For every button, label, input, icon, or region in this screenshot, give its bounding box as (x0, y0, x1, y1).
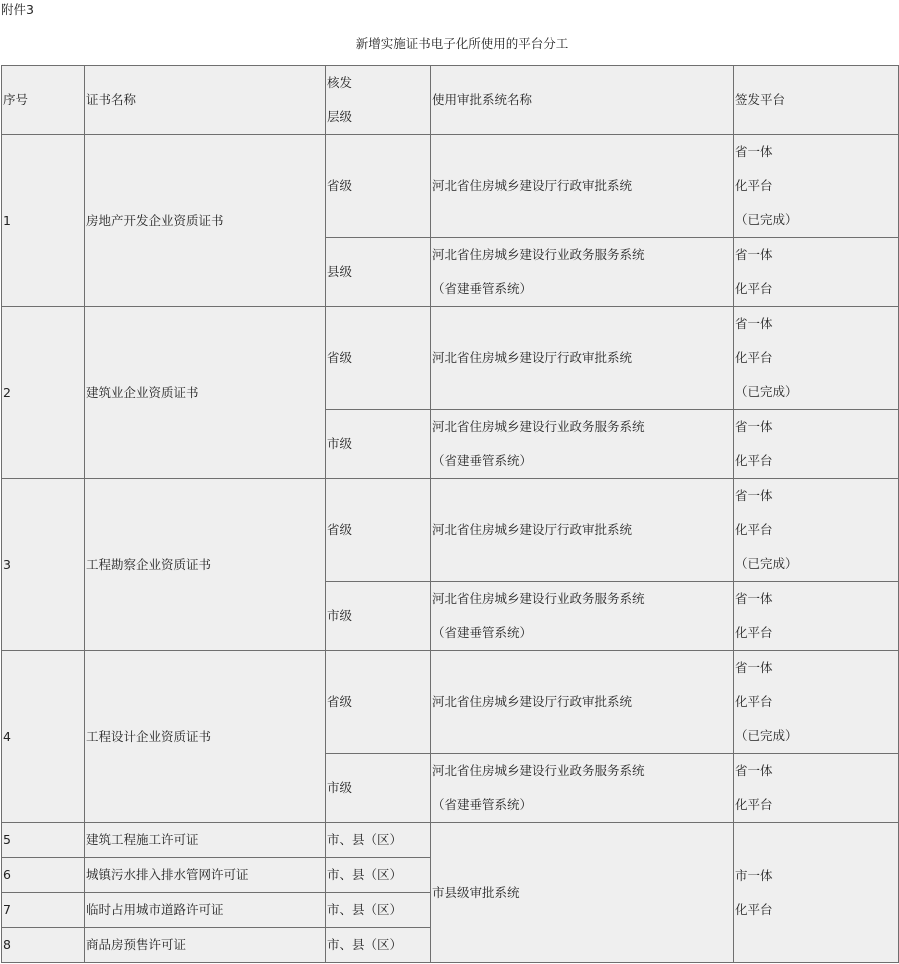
approval-system-line: 河北省住房城乡建设行业政务服务系统 (432, 247, 645, 262)
approval-system-line: 河北省住房城乡建设行业政务服务系统 (432, 763, 645, 778)
approval-system (431, 135, 734, 238)
issuing-platform-line: 省一体 (735, 247, 773, 262)
issuing-platform-line: 省一体 (735, 316, 773, 331)
issuing-platform (734, 582, 899, 651)
issuing-platform-line: 化平台 (735, 178, 773, 193)
cert-name: 城镇污水排入排水管网许可证 (85, 858, 326, 893)
cert-no: 6 (2, 858, 85, 893)
header-level-line: 层级 (327, 109, 353, 124)
cert-name: 建筑工程施工许可证 (85, 823, 326, 858)
approval-system (431, 651, 734, 754)
approval-system (431, 410, 734, 479)
cert-name: 建筑业企业资质证书 (85, 307, 326, 479)
issuing-platform-line: 省一体 (735, 144, 773, 159)
issuing-platform-line: 化平台 (735, 797, 773, 812)
shared-approval-system: 市县级审批系统 (431, 823, 734, 963)
approval-system-line: 河北省住房城乡建设厅行政审批系统 (432, 522, 633, 537)
approval-system (431, 582, 734, 651)
issuing-platform-line: 化平台 (735, 694, 773, 709)
approval-system-line: 河北省住房城乡建设行业政务服务系统 (432, 419, 645, 434)
issuing-platform (734, 754, 899, 823)
issuing-platform-line: 省一体 (735, 660, 773, 675)
header-no: 序号 (2, 66, 85, 135)
cert-name: 工程勘察企业资质证书 (85, 479, 326, 651)
attachment-label: 附件3 (1, 2, 34, 17)
issuing-level: 省级 (326, 307, 431, 410)
issuing-level: 市、县（区） (326, 858, 431, 893)
approval-system-line: （省建垂管系统） (432, 625, 533, 640)
issuing-platform-line: （已完成） (735, 556, 798, 571)
cert-no: 3 (2, 479, 85, 651)
approval-system-line: （省建垂管系统） (432, 453, 533, 468)
issuing-level: 省级 (326, 135, 431, 238)
issuing-level: 市级 (326, 582, 431, 651)
cert-no: 4 (2, 651, 85, 823)
table-row (2, 823, 899, 858)
issuing-platform-line: 省一体 (735, 488, 773, 503)
header-cert-name: 证书名称 (85, 66, 326, 135)
issuing-platform (734, 307, 899, 410)
issuing-platform-line: 市一体 (735, 867, 773, 883)
issuing-platform (734, 238, 899, 307)
issuing-platform-line: （已完成） (735, 384, 798, 399)
issuing-platform-line: 化平台 (735, 522, 773, 537)
issuing-platform-line: 化平台 (735, 625, 773, 640)
table-row (2, 307, 899, 410)
issuing-platform-line: 省一体 (735, 763, 773, 778)
cert-name: 工程设计企业资质证书 (85, 651, 326, 823)
approval-system (431, 307, 734, 410)
cert-no: 5 (2, 823, 85, 858)
issuing-platform-line: 化平台 (735, 901, 773, 917)
issuing-platform-line: 化平台 (735, 350, 773, 365)
approval-system-line: 河北省住房城乡建设厅行政审批系统 (432, 178, 633, 193)
table-row (2, 651, 899, 754)
issuing-platform-line: 省一体 (735, 419, 773, 434)
issuing-level: 市、县（区） (326, 823, 431, 858)
issuing-platform-line: （已完成） (735, 728, 798, 743)
approval-system (431, 754, 734, 823)
issuing-platform (734, 135, 899, 238)
issuing-platform-line: （已完成） (735, 212, 798, 227)
cert-name: 房地产开发企业资质证书 (85, 135, 326, 307)
header-platform: 签发平台 (734, 66, 899, 135)
cert-name: 商品房预售许可证 (85, 928, 326, 963)
issuing-platform-line: 化平台 (735, 281, 773, 296)
approval-system-line: （省建垂管系统） (432, 797, 533, 812)
issuing-platform (734, 651, 899, 754)
issuing-platform (734, 410, 899, 479)
cert-no: 8 (2, 928, 85, 963)
platform-division-table (1, 65, 899, 963)
shared-issuing-platform (734, 823, 899, 963)
header-level (326, 66, 431, 135)
issuing-level: 市级 (326, 754, 431, 823)
header-system: 使用审批系统名称 (431, 66, 734, 135)
issuing-platform-line: 化平台 (735, 453, 773, 468)
issuing-level: 省级 (326, 479, 431, 582)
table-row (2, 135, 899, 238)
table-row (2, 479, 899, 582)
issuing-level: 市、县（区） (326, 928, 431, 963)
cert-name: 临时占用城市道路许可证 (85, 893, 326, 928)
cert-no: 1 (2, 135, 85, 307)
issuing-level: 市、县（区） (326, 893, 431, 928)
approval-system (431, 479, 734, 582)
issuing-platform (734, 479, 899, 582)
approval-system (431, 238, 734, 307)
approval-system-line: （省建垂管系统） (432, 281, 533, 296)
issuing-level: 省级 (326, 651, 431, 754)
table-header-row (2, 66, 899, 135)
document-title: 新增实施证书电子化所使用的平台分工 (355, 36, 569, 51)
cert-no: 2 (2, 307, 85, 479)
issuing-level: 市级 (326, 410, 431, 479)
approval-system-line: 河北省住房城乡建设行业政务服务系统 (432, 591, 645, 606)
approval-system-line: 河北省住房城乡建设厅行政审批系统 (432, 350, 633, 365)
issuing-platform-line: 省一体 (735, 591, 773, 606)
header-level-line: 核发 (327, 75, 353, 90)
cert-no: 7 (2, 893, 85, 928)
issuing-level: 县级 (326, 238, 431, 307)
approval-system-line: 河北省住房城乡建设厅行政审批系统 (432, 694, 633, 709)
